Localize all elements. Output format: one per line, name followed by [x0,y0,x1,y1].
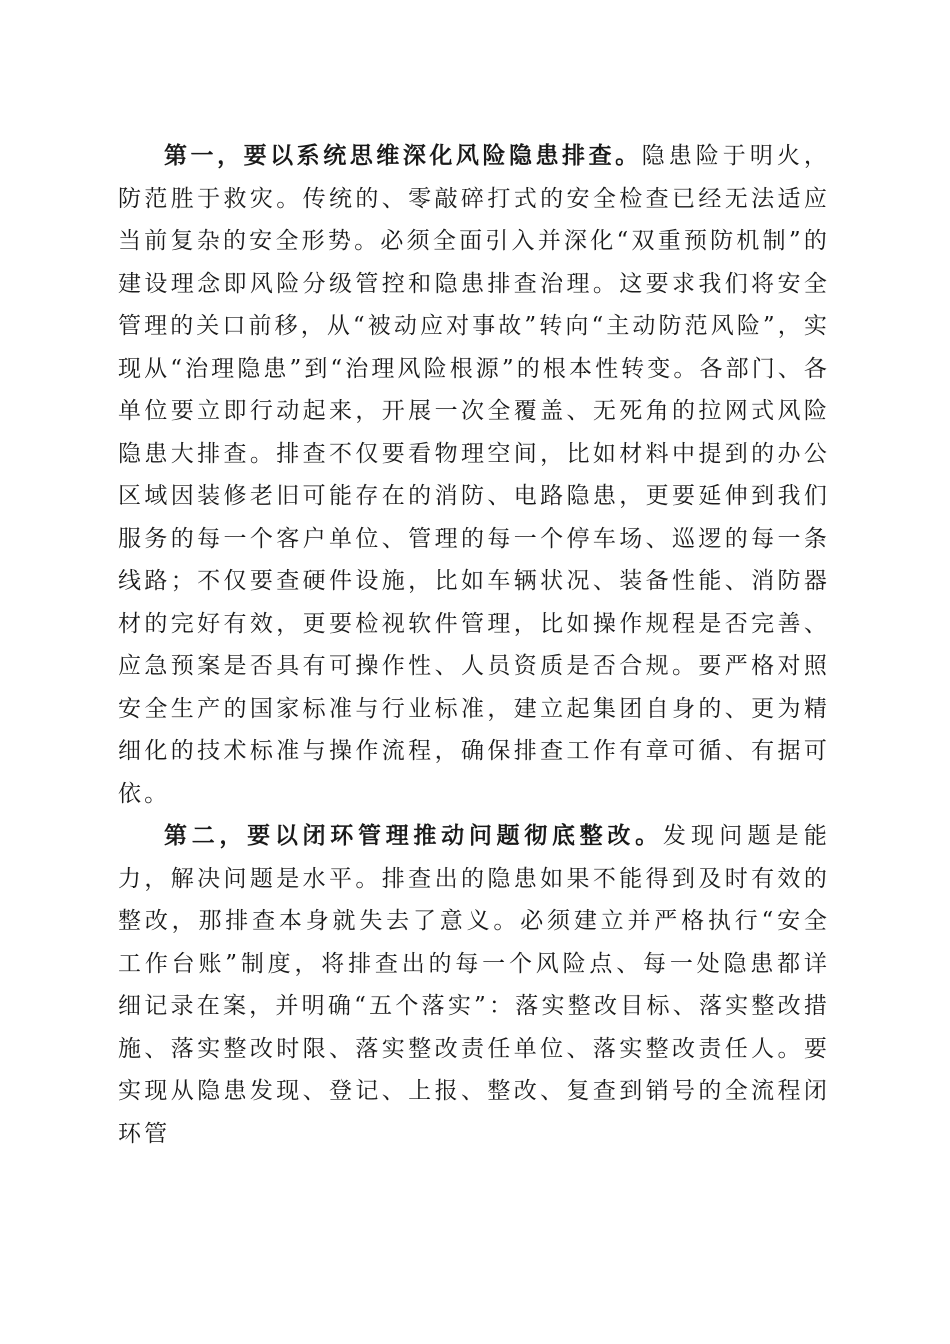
paragraph-text: 隐患险于明火，防范胜于救灾。传统的、零敲碎打式的安全检查已经无法适应当前复杂的安全形势。必须全面引入并深化“双重预防机制”的建设理念即风险分级管控和隐患排查治理。这要求我们将安全管理的关口前移，从“被动应对事故”转向“主动防范风险”，实现从“治理隐患”到“治理风险根源”的根本性转变。各部门、各单位要立即行动起来，开展一次全覆盖、无死角的拉网式风险隐患大排查。排查不仅要看物理空间，比如材料中提到的办公区域因装修老旧可能存在的消防、电路隐患，更要延伸到我们服务的每一个客户单位、管理的每一个停车场、巡逻的每一条线路；不仅要查硬件设施，比如车辆状况、装备性能、消防器材的完好有效，更要检视软件管理，比如操作规程是否完善、应急预案是否具有可操作性、人员资质是否合规。要严格对照安全生产的国家标准与行业标准，建立起集团自身的、更为精细化的技术标准与操作流程，确保排查工作有章可循、有据可依。 [118,143,830,807]
paragraph-text: 发现问题是能力，解决问题是水平。排查出的隐患如果不能得到及时有效的整改，那排查本身就失去了意义。必须建立并严格执行“安全工作台账”制度，将排查出的每一个风险点、每一处隐患都详细记录在案，并明确“五个落实”：落实整改目标、落实整改措施、落实整改时限、落实整改责任单位、落实整改责任人。要实现从隐患发现、登记、上报、整改、复查到销号的全流程闭环管 [118,823,830,1147]
paragraph-lead-sentence: 第一，要以系统思维深化风险隐患排查。 [164,143,642,169]
paragraph-closed-loop-rectification [118,815,830,1155]
paragraph-lead-sentence: 第二，要以闭环管理推动问题彻底整改。 [164,823,663,849]
paragraph-risk-inspection [118,135,830,815]
document-body [118,135,830,1155]
